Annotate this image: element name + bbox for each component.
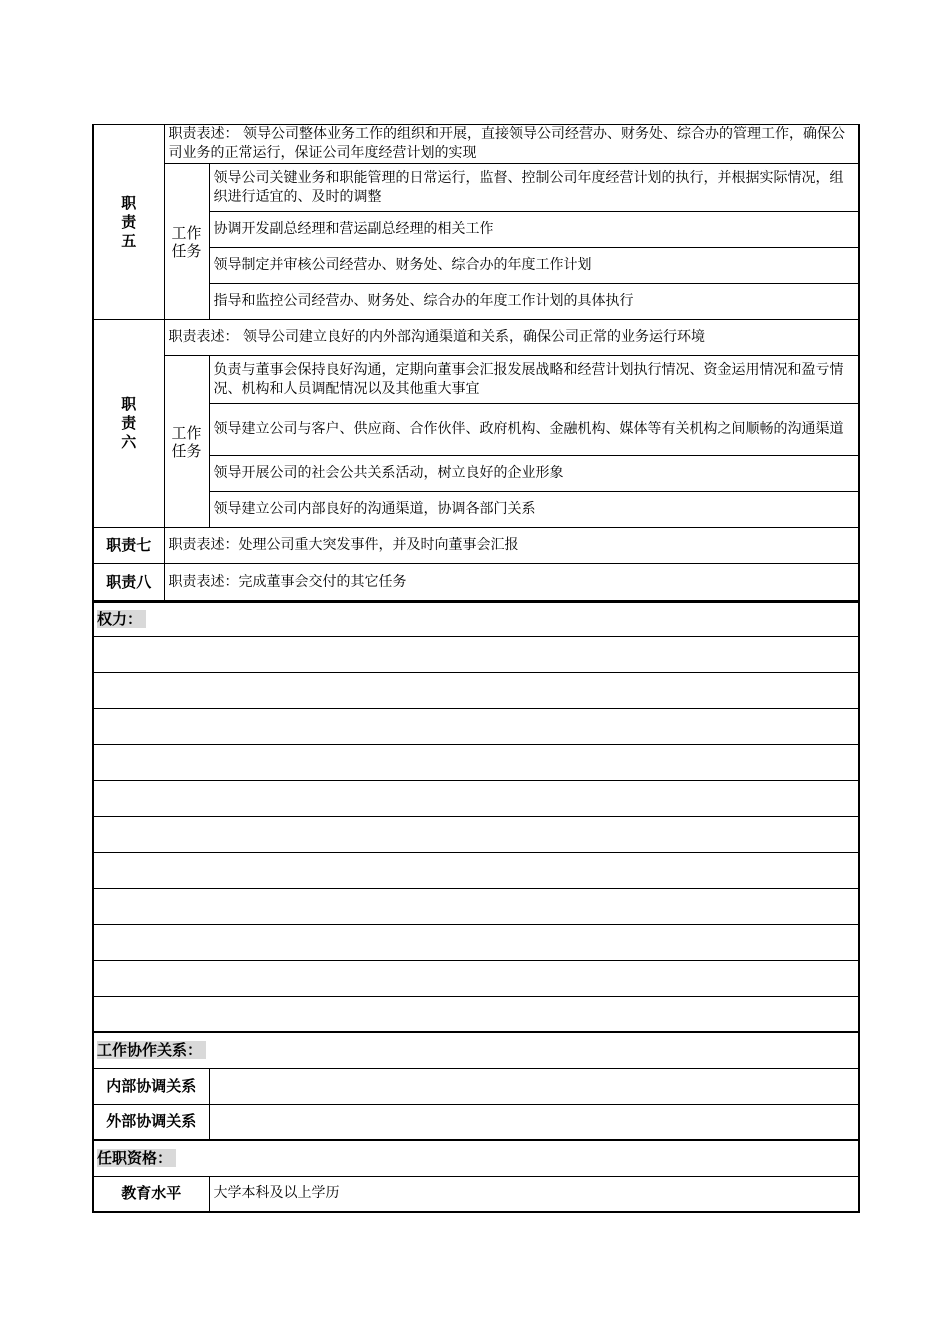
duty6-statement: 职责表述： 领导公司建立良好的内外部沟通渠道和关系，确保公司正常的业务运行环境 (164, 320, 859, 356)
duty6-task-label-text: 工作任务 (171, 423, 202, 460)
power-row (93, 888, 859, 924)
power-row (93, 636, 859, 672)
duty5-label-text: 职责五 (121, 193, 137, 250)
power-row (93, 996, 859, 1032)
duty8-label: 职责八 (93, 564, 164, 601)
duty6-task-4: 领导建立公司内部良好的沟通渠道，协调各部门关系 (209, 492, 859, 528)
duty6-task-label (164, 356, 209, 528)
duty6-task-3: 领导开展公司的社会公共关系活动，树立良好的企业形象 (209, 456, 859, 492)
duty6-label-text: 职责六 (121, 395, 137, 451)
power-row (93, 744, 859, 780)
duty5-task-label-text: 工作任务 (171, 223, 202, 260)
duty5-task-1: 领导公司关键业务和职能管理的日常运行，监督、控制公司年度经营计划的执行，并根据实际情况，组织进行适宜的、及时的调整 (209, 164, 859, 212)
power-row (93, 852, 859, 888)
duty6-label (93, 320, 164, 528)
collab-section-header (93, 1032, 859, 1068)
external-collab-label: 外部协调关系 (93, 1104, 209, 1140)
duty6-task-2: 领导建立公司与客户、供应商、合作伙伴、政府机构、金融机构、媒体等有关机构之间顺畅的沟通渠道 (209, 404, 859, 456)
power-section-header (93, 602, 859, 636)
power-row (93, 672, 859, 708)
qualify-section-header (93, 1140, 859, 1176)
education-value: 大学本科及以上学历 (209, 1176, 859, 1212)
collab-title: 工作协作关系： (97, 1041, 206, 1059)
duty7-label: 职责七 (93, 528, 164, 564)
duty5-task-3: 领导制定并审核公司经营办、财务处、综合办的年度工作计划 (209, 248, 859, 284)
power-title: 权力： (97, 610, 146, 628)
duty5-task-2: 协调开发副总经理和营运副总经理的相关工作 (209, 212, 859, 248)
duty5-task-label (164, 164, 209, 320)
duty7-statement: 职责表述：处理公司重大突发事件，并及时向董事会汇报 (164, 528, 859, 564)
duty6-task-1: 负责与董事会保持良好沟通，定期向董事会汇报发展战略和经营计划执行情况、资金运用情况和盈亏情况、机构和人员调配情况以及其他重大事宜 (209, 356, 859, 404)
power-row (93, 960, 859, 996)
duty5-label (93, 125, 164, 320)
power-row (93, 924, 859, 960)
duties-table (92, 124, 860, 601)
internal-collab-label: 内部协调关系 (93, 1068, 209, 1104)
duty5-statement: 职责表述： 领导公司整体业务工作的组织和开展，直接领导公司经营办、财务处、综合办的管理工作，确保公司业务的正常运行，保证公司年度经营计划的实现 (164, 125, 859, 164)
external-collab-value (209, 1104, 859, 1140)
job-description-document (92, 124, 858, 1213)
power-row (93, 816, 859, 852)
power-collab-table (92, 601, 860, 1213)
internal-collab-value (209, 1068, 859, 1104)
power-row (93, 780, 859, 816)
qualify-title: 任职资格： (97, 1149, 176, 1167)
duty5-task-4: 指导和监控公司经营办、财务处、综合办的年度工作计划的具体执行 (209, 284, 859, 320)
power-row (93, 708, 859, 744)
education-label: 教育水平 (93, 1176, 209, 1212)
duty8-statement: 职责表述：完成董事会交付的其它任务 (164, 564, 859, 601)
